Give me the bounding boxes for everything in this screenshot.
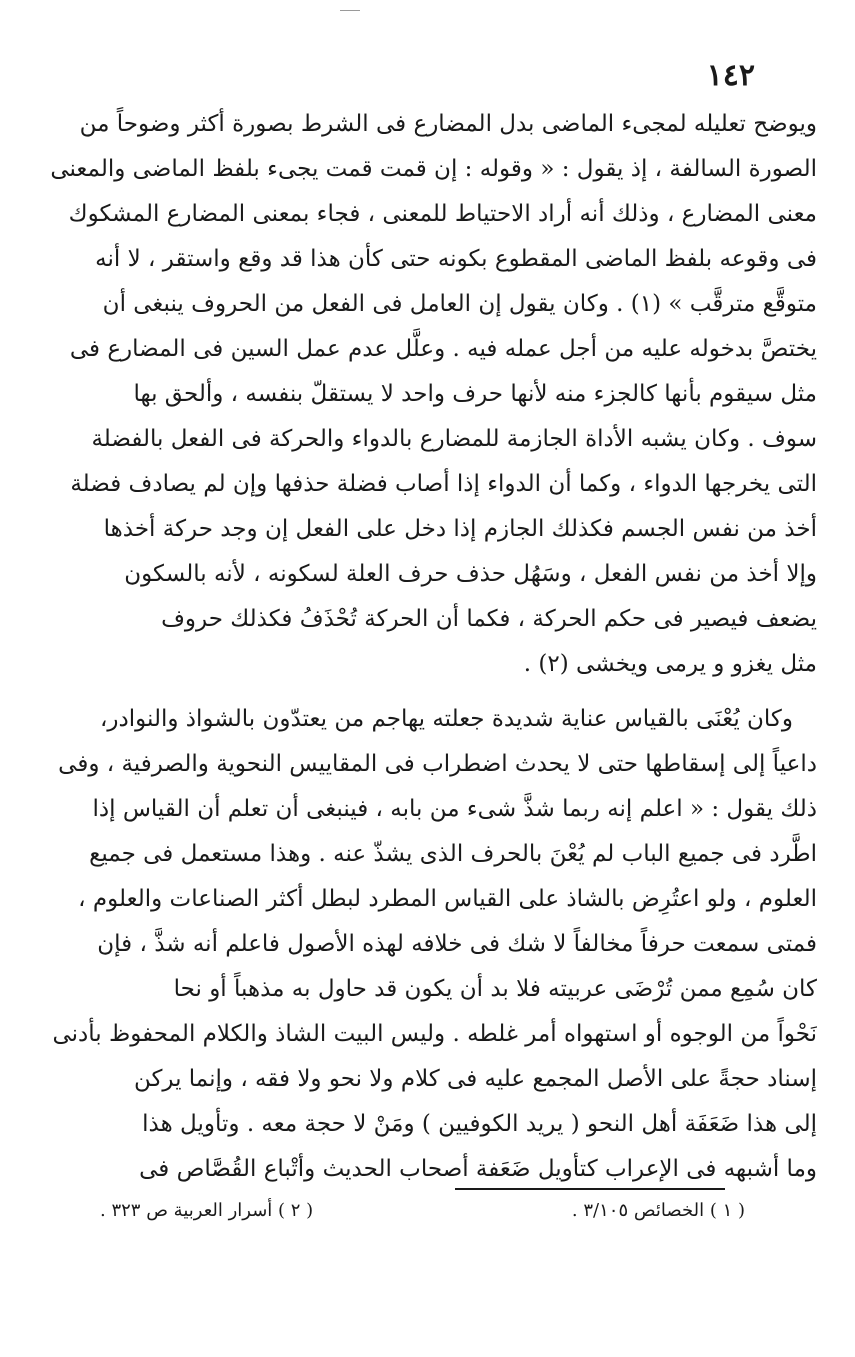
paragraph-gap <box>42 687 817 697</box>
text-line: سوف . وكان يشبه الأداة الجازمة للمضارع بالدواء والحركة فى الفعل بالفضلة <box>91 426 817 452</box>
footnotes <box>100 1196 745 1226</box>
paragraph-2 <box>42 697 817 1192</box>
footnote-2: ( ٢ ) أسرار العربية ص ٣٢٣ . <box>100 1200 314 1221</box>
text-line: متوقَّع مترقَّب » (١) . وكان يقول إن العامل فى الفعل من الحروف ينبغى أن <box>102 291 817 317</box>
text-line: يختصَّ بدخوله عليه من أجل عمله فيه . وعلَّل عدم عمل السين فى المضارع فى <box>69 336 817 362</box>
text-line: أخذ من نفس الجسم فكذلك الجازم إذا دخل على الفعل إن وجد حركة أخذها <box>103 516 817 542</box>
paragraph-1 <box>42 102 817 687</box>
text-line: العلوم ، ولو اعتُرِض بالشاذ على القياس المطرد لبطل أكثر الصناعات والعلوم ، <box>78 886 817 912</box>
text-line: مثل يغزو و يرمى ويخشى (٢) . <box>523 651 817 677</box>
text-line: نَحْواً من الوجوه أو استهواه أمر غلطه . وليس البيت الشاذ والكلام المحفوظ بأدنى <box>52 1021 817 1047</box>
text-line: وإلا أخذ من نفس الفعل ، وسَهُل حذف حرف العلة لسكونه ، لأنه بالسكون <box>124 561 817 587</box>
footnote-1: ( ١ ) الخصائص ٣/١٠٥ . <box>571 1200 745 1221</box>
text-line: كان سُمِع ممن تُرْضَى عربيته فلا بد أن يكون قد حاول به مذهباً أو نحا <box>173 976 817 1002</box>
text-line: إسناد حجةً على الأصل المجمع عليه فى كلام ولا نحو ولا فقه ، وإنما يركن <box>133 1066 817 1092</box>
page-number: ١٤٢ <box>706 58 755 93</box>
text-line: فمتى سمعت حرفاً مخالفاً لا شك فى خلافه لهذه الأصول فاعلم أنه شذَّ ، فإن <box>97 931 817 957</box>
text-line: ويوضح تعليله لمجىء الماضى بدل المضارع فى الشرط بصورة أكثر وضوحاً من <box>79 111 817 137</box>
text-line: الصورة السالفة ، إذ يقول : « وقوله : إن قمت قمت يجىء بلفظ الماضى والمعنى <box>50 156 817 182</box>
body-text <box>42 102 817 1192</box>
text-line: ذلك يقول : « اعلم إنه ربما شذَّ شىء من بابه ، فينبغى أن تعلم أن القياس إذا <box>92 796 817 822</box>
text-line: مثل سيقوم بأنها كالجزء منه لأنها حرف واحد لا يستقلّ بنفسه ، وألحق بها <box>133 381 817 407</box>
text-line: فى وقوعه بلفظ الماضى المقطوع بكونه حتى كأن هذا قد وقع واستقر ، لا أنه <box>95 246 817 272</box>
text-line: اطَّرد فى جميع الباب لم يُعْنَ بالحرف الذى يشذّ عنه . وهذا مستعمل فى جميع <box>89 841 817 867</box>
text-line: إلى هذا ضَعَفَة أهل النحو ( يريد الكوفيين ) ومَنْ لا حجة معه . وتأويل هذا <box>142 1111 817 1137</box>
text-line: التى يخرجها الدواء ، وكما أن الدواء إذا أصاب فضلة حذفها وإن لم يصادف فضلة <box>70 471 817 497</box>
text-line: يضعف فيصير فى حكم الحركة ، فكما أن الحركة تُحْذَفُ فكذلك حروف <box>161 606 817 632</box>
text-line: وكان يُعْنَى بالقياس عناية شديدة جعلته يهاجم من يعتدّون بالشواذ والنوادر، <box>99 706 793 732</box>
footnote-divider <box>455 1188 725 1190</box>
text-line: داعياً إلى إسقاطها حتى لا يحدث اضطراب فى المقاييس النحوية والصرفية ، وفى <box>58 751 817 777</box>
text-line: معنى المضارع ، وذلك أنه أراد الاحتياط للمعنى ، فجاء بمعنى المضارع المشكوك <box>68 201 817 227</box>
text-line: وما أشبهه فى الإعراب كتأويل ضَعَفة أصحاب الحديث وأتْباع القُصَّاص فى <box>139 1156 817 1182</box>
scan-mark <box>340 10 360 11</box>
